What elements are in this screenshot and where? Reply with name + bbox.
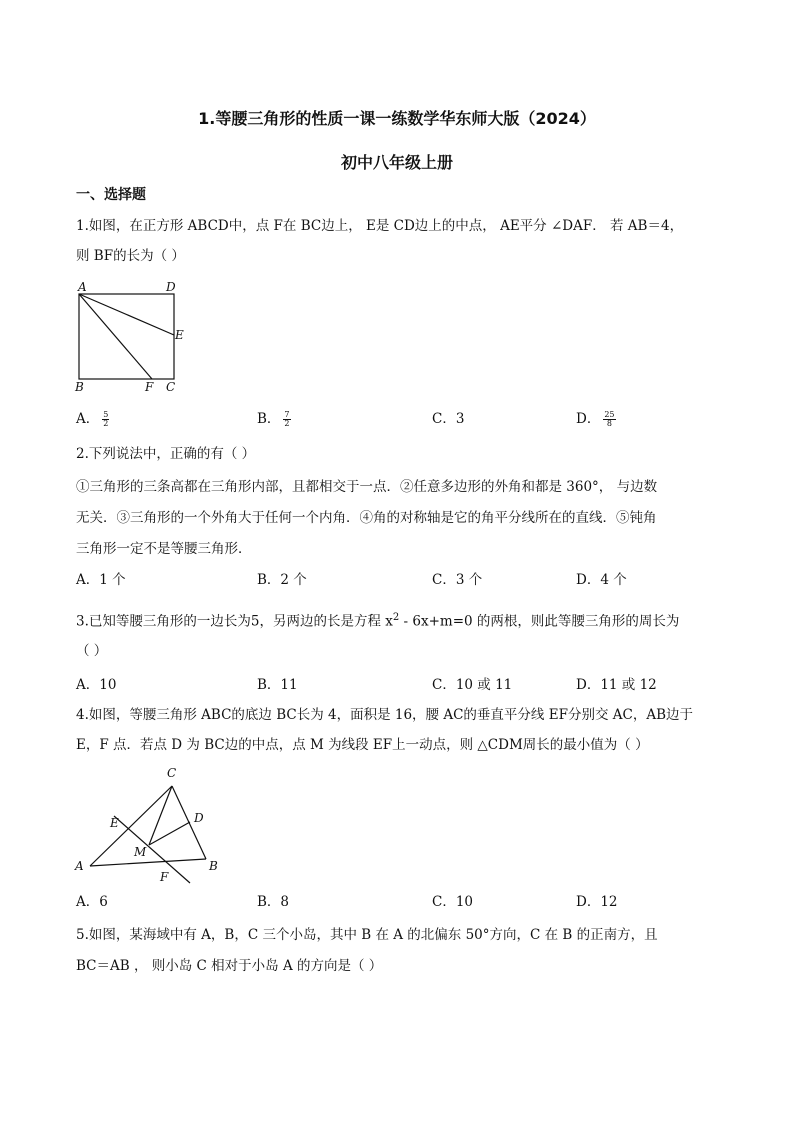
q3-exponent: 2 bbox=[392, 612, 400, 623]
segment-ab bbox=[90, 859, 206, 866]
q3-option-a[interactable]: A．10 bbox=[76, 677, 117, 693]
label-e: E bbox=[175, 328, 184, 342]
q2-statement-line1: ①三角形的三条高都在三角形内部，且都相交于一点．②任意多边形的外角和都是 360°， 与边数 bbox=[76, 479, 658, 495]
q2-option-d[interactable]: D．4 个 bbox=[576, 572, 627, 588]
q1-option-d-fraction: $\frac{25}{8}$ bbox=[604, 410, 615, 428]
q2-option-b[interactable]: B．2 个 bbox=[257, 572, 307, 588]
q1-option-d[interactable] bbox=[576, 410, 616, 428]
q5-stem-line2: BC＝AB ， 则小岛 C 相对于小岛 A 的方向是（ ） bbox=[76, 958, 383, 974]
label-a: A bbox=[75, 859, 84, 873]
q4-triangle-figure bbox=[70, 760, 230, 885]
label-f: F bbox=[160, 870, 169, 884]
q1-square-figure bbox=[70, 278, 190, 393]
q4-stem-line1: 4.如图，等腰三角形 ABC的底边 BC长为 4，面积是 16，腰 AC的垂直平分线 EF分别交 AC，AB边于 bbox=[76, 707, 693, 723]
q1-option-b[interactable] bbox=[257, 410, 291, 428]
q4-option-a[interactable]: A．6 bbox=[76, 894, 108, 910]
label-c: C bbox=[167, 766, 177, 780]
q2-option-c[interactable]: C．3 个 bbox=[432, 572, 483, 588]
label-b: B bbox=[75, 380, 84, 394]
q1-option-a-fraction: $\frac{5}{2}$ bbox=[103, 410, 109, 428]
q1-option-d-prefix: D． bbox=[576, 411, 601, 427]
q4-stem-line2: E，F 点．若点 D 为 BC边的中点，点 M 为线段 EF上一动点，则 △CDM周长的最小值为（ ） bbox=[76, 737, 649, 753]
segment-md bbox=[149, 822, 190, 845]
q3-stem-line1 bbox=[76, 609, 679, 631]
segment-af bbox=[79, 294, 152, 379]
q2-statement-line3: 三角形一定不是等腰三角形． bbox=[76, 541, 252, 557]
q1-option-c[interactable]: C．3 bbox=[432, 411, 465, 427]
q3-stem-post: - 6x+m=0 的两根，则此等腰三角形的周长为 bbox=[399, 613, 680, 630]
q1-stem-line1: 1.如图，在正方形 ABCD中，点 F在 BC边上， E是 CD边上的中点， AE平分 ∠DAF． 若 AB＝4， bbox=[76, 218, 684, 234]
label-m: M bbox=[134, 845, 147, 859]
page-title: 1.等腰三角形的性质一课一练数学华东师大版（2024） bbox=[198, 109, 596, 128]
q3-stem-pre: 3.已知等腰三角形的一边长为5，另两边的长是方程 x bbox=[76, 613, 393, 630]
q4-option-b[interactable]: B．8 bbox=[257, 894, 290, 910]
section-heading: 一、选择题 bbox=[76, 187, 146, 203]
label-c: C bbox=[166, 380, 176, 394]
square-abcd bbox=[79, 294, 174, 379]
page-subtitle: 初中八年级上册 bbox=[340, 153, 453, 172]
label-a: A bbox=[78, 280, 87, 294]
q2-option-a[interactable]: A．1 个 bbox=[76, 572, 126, 588]
label-d: D bbox=[166, 280, 176, 294]
q3-stem-line2: （ ） bbox=[76, 643, 108, 659]
q3-option-d[interactable]: D．11 或 12 bbox=[576, 677, 657, 693]
segment-mc bbox=[149, 786, 172, 845]
label-b: B bbox=[209, 859, 218, 873]
q1-option-b-prefix: B． bbox=[257, 411, 281, 427]
q1-option-a-prefix: A． bbox=[76, 411, 100, 427]
q4-option-c[interactable]: C．10 bbox=[432, 894, 474, 910]
q3-option-b[interactable]: B．11 bbox=[257, 677, 298, 693]
q5-stem-line1: 5.如图，某海域中有 A，B，C 三个小岛，其中 B 在 A 的北偏东 50°方向，C 在 B 的正南方，且 bbox=[76, 927, 658, 943]
q2-statement-line2: 无关．③三角形的一个外角大于任何一个内角．④角的对称轴是它的角平分线所在的直线．⑤钝角 bbox=[76, 510, 657, 526]
label-e: E bbox=[110, 816, 119, 830]
perpendicular-bisector-ef bbox=[114, 816, 190, 883]
q1-option-a[interactable] bbox=[76, 410, 109, 428]
label-d: D bbox=[194, 811, 204, 825]
q2-stem: 2.下列说法中，正确的有（ ） bbox=[76, 446, 256, 462]
label-f: F bbox=[145, 380, 154, 394]
q3-option-c[interactable]: C．10 或 11 bbox=[432, 677, 513, 693]
q1-option-b-fraction: $\frac{7}{2}$ bbox=[284, 410, 290, 428]
segment-ac bbox=[90, 786, 172, 866]
segment-ae bbox=[79, 294, 174, 335]
q4-option-d[interactable]: D．12 bbox=[576, 894, 618, 910]
q1-stem-line2: 则 BF的长为（ ） bbox=[76, 248, 185, 264]
